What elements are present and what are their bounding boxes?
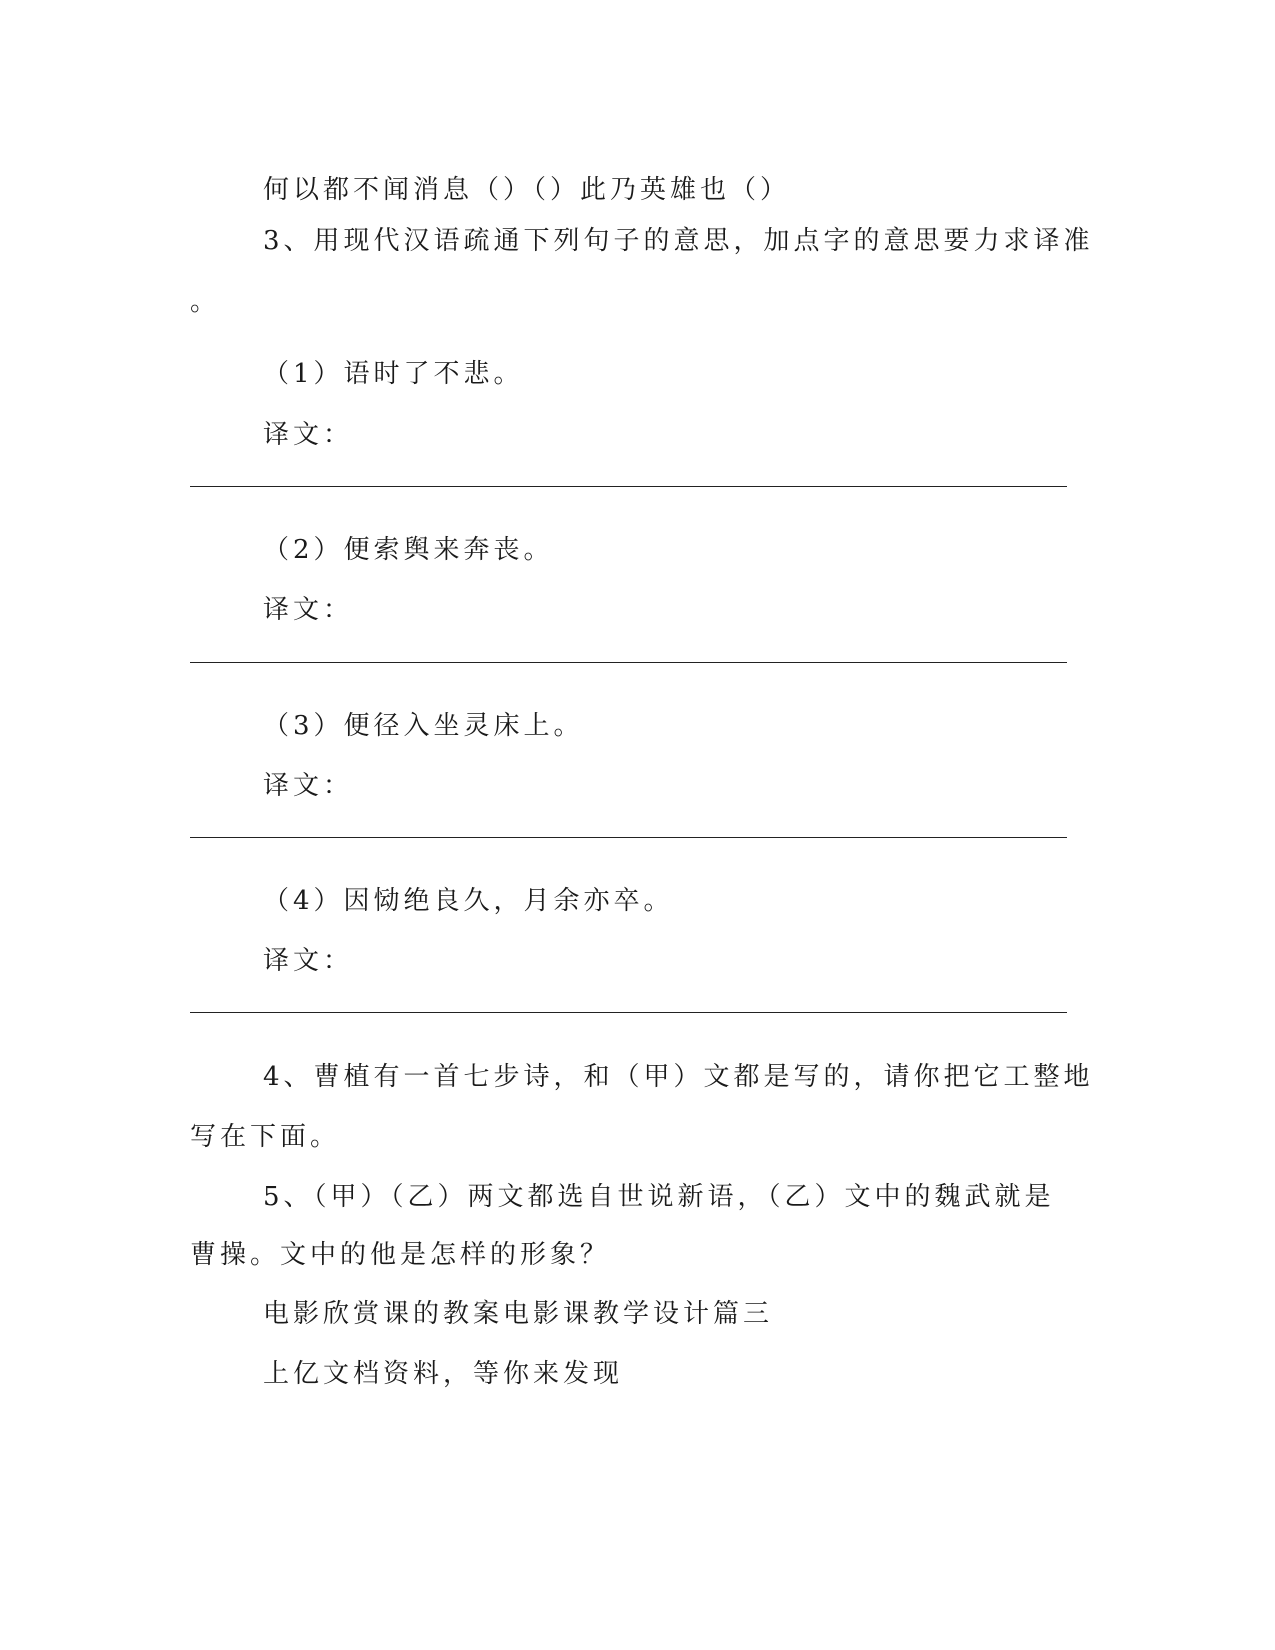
q3-item-2-answer-line[interactable] — [190, 662, 1067, 663]
q3-prompt: 3、用现代汉语疏通下列句子的意思，加点字的意思要力求译准 — [263, 226, 1094, 256]
q3-item-2-translation-label: 译文： — [263, 595, 354, 625]
q4-prompt: 4、曹植有一首七步诗，和（甲）文都是写的，请你把它工整地 — [263, 1062, 1094, 1092]
q3-prompt-continued: 。 — [190, 287, 221, 317]
section-title: 电影欣赏课的教案电影课教学设计篇三 — [263, 1299, 774, 1329]
q3-item-3-answer-line[interactable] — [190, 837, 1067, 838]
q3-item-1-translation-label: 译文： — [263, 420, 354, 450]
q3-item-3-translation-label: 译文： — [263, 771, 354, 801]
q2-answer-line: 何以都不闻消息（）（）此乃英雄也（） — [263, 175, 791, 205]
footer-note: 上亿文档资料，等你来发现 — [263, 1359, 624, 1389]
q3-item-2: （2）便索舆来奔丧。 — [263, 535, 554, 565]
q3-item-1: （1）语时了不悲。 — [263, 359, 524, 389]
q3-item-4-translation-label: 译文： — [263, 946, 354, 976]
q5-prompt: 5、（甲）（乙）两文都选自世说新语，（乙）文中的魏武就是 — [263, 1182, 1055, 1212]
q3-item-4: （4）因恸绝良久，月余亦卒。 — [263, 886, 674, 916]
q4-prompt-continued: 写在下面。 — [190, 1122, 341, 1152]
q3-item-3: （3）便径入坐灵床上。 — [263, 711, 584, 741]
q3-item-1-answer-line[interactable] — [190, 486, 1067, 487]
q5-prompt-continued: 曹操。文中的他是怎样的形象？ — [190, 1240, 611, 1270]
q3-item-4-answer-line[interactable] — [190, 1012, 1067, 1013]
